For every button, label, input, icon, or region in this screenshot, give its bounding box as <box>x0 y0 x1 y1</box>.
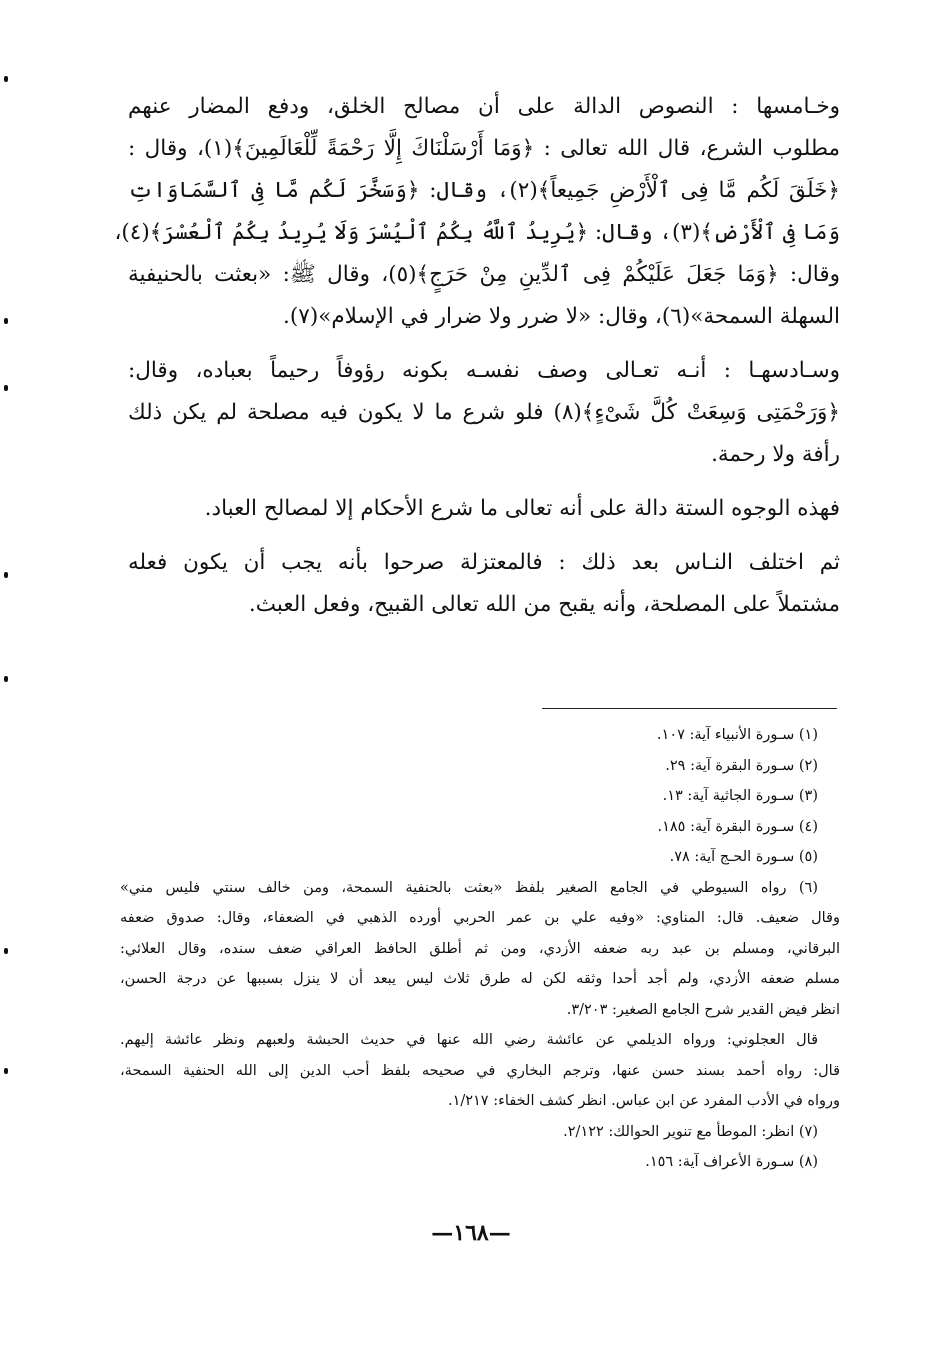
text-line: ﴿وَرَحْمَتِى وَسِعَتْ كُلَّ شَىْءٍ﴾(٨) فلو شرع ما لا يكون فيه مصلحة لم يكن ذلك <box>128 400 840 425</box>
footnote-line: قال: رواه أحمد بسند حسن عنها، وترجم البخاري في صحيحه بلفظ أحب الدين إلى الله الحنفية السمحة، <box>120 1062 840 1079</box>
text-line: رأفة ولا رحمة. <box>711 442 840 467</box>
text-line: مشتملاً على المصلحة، وأنه يقبح من الله تعالى القبيح، وفعل العبث. <box>248 592 840 617</box>
text-line: وسـادسهـا : أنـه تعـالى وصف نفسـه بكونه رؤوفاً رحيماً بعباده، وقال: <box>128 358 840 383</box>
footnote-line: (٦) رواه السيوطي في الجامع الصغير بلفظ «بعثت بالحنفية السمحة، ومن خالف سنتي فليس مني» <box>120 879 818 896</box>
scan-speck <box>4 572 8 578</box>
scan-speck <box>4 676 8 682</box>
scan-speck <box>4 948 8 954</box>
paragraph-sixth <box>128 350 840 476</box>
footnotes <box>120 720 840 1178</box>
text-line: ﴿خَلَقَ لَكُم مَّا فِى ٱلْأَرْضِ جَمِيعاً﴾(٢)، وقال: ﴿وَسَخَّرَ لَكُم مَّا فِى ٱلسَّمَاوَاتِ <box>128 178 840 203</box>
footnote-line: ورواه في الأدب المفرد عن ابن عباس. انظر كشف الخفاء: ١/٢١٧. <box>447 1093 840 1109</box>
paragraph-summary <box>128 488 840 530</box>
scan-speck <box>4 385 8 391</box>
text-line: السهلة السمحة»(٦)، وقال: «لا ضرر ولا ضرار في الإسلام»(٧). <box>283 304 840 329</box>
text-line: وقال: ﴿وَمَا جَعَلَ عَلَيْكُمْ فِى ٱلدِّينِ مِنْ حَرَجٍ﴾(٥)، وقال ﷺ: «بعثت بالحنيفية <box>128 262 840 287</box>
footnote-line: (٣) سـورة الجاثية آية: ١٣. <box>662 788 818 804</box>
text-line: فهذه الوجوه الستة دالة على أنه تعالى ما شرع الأحكام إلا لمصالح العباد. <box>204 496 840 521</box>
footnote-line: انظر فيض القدير شرح الجامع الصغير: ٣/٢٠٣. <box>566 1001 840 1018</box>
footnote-line: (١) سـورة الأنبياء آية: ١٠٧. <box>656 727 818 743</box>
scan-speck <box>4 318 8 324</box>
text-line: وخـامسها : النصوص الدالة على أن مصالح الخلق، ودفع المضار عنهم <box>128 94 840 119</box>
paragraph-mutazila <box>128 542 840 626</box>
footnote-line: قال العجلوني: ورواه الديلمي عن عائشة رضي الله عنها في حديث الحبشة ولعبهم ونظر عائشة إليهم. <box>120 1032 818 1048</box>
text-line: ثم اختلف النـاس بعد ذلك : فالمعتزلة صرحوا بأنه يجب أن يكون فعله <box>128 550 840 575</box>
text-line: وَمَا فِى ٱلْأَرْضِ﴾(٣)، وقال: ﴿يُرِيدُ ٱللَّهُ بِكُمُ ٱلْيُسْرَ وَلَا يُرِيدُ بِكُمُ ٱلْعُسْرَ﴾(٤)، <box>114 220 840 245</box>
footnote-line: (٥) سـورة الحـج آية: ٧٨. <box>669 849 818 865</box>
text-line: مطلوب الشرع، قال الله تعالى : ﴿وَمَا أَرْسَلْنَاكَ إِلَّا رَحْمَةً لِّلْعَالَمِينَ﴾(١)، وقال : <box>128 136 840 161</box>
footnote-line: مسلم ضعفه الأزدي، ولم أجد أحدا وثقه لكن له طرق ثلاث ليس يبعد أن لا ينزل بسببها عن درجة الحسن، <box>120 971 840 987</box>
footnote-line: (٧) انظر: الموطأ مع تنوير الحوالك: ٢/١٢٢. <box>563 1123 818 1140</box>
page-number: —١٦٨— <box>431 1220 511 1246</box>
scan-speck <box>4 1068 8 1074</box>
main-text <box>114 86 840 638</box>
footnote-line: (٢) سـورة البقرة آية: ٢٩. <box>665 757 818 774</box>
footnote-separator <box>542 708 837 709</box>
footnote-line: (٤) سـورة البقرة آية: ١٨٥. <box>657 818 818 835</box>
scan-speck <box>4 76 8 82</box>
paragraph-fifth <box>114 86 840 338</box>
footnote-line: البرقاني، ومسلم بن عبد ربه ضعفه الأزدي، ومن ثم أطلق الحافظ العراقي ضعف سنده، وقال العلائي: <box>120 940 840 957</box>
footnote-line: (٨) سـورة الأعراف آية: ١٥٦. <box>645 1154 818 1170</box>
footnote-line: وقال ضعيف. قال: المناوي: «وفيه علي بن عمر الحربي أورده الذهبي في الضعفاء، وقال: صدوق ضعفه <box>120 910 840 926</box>
